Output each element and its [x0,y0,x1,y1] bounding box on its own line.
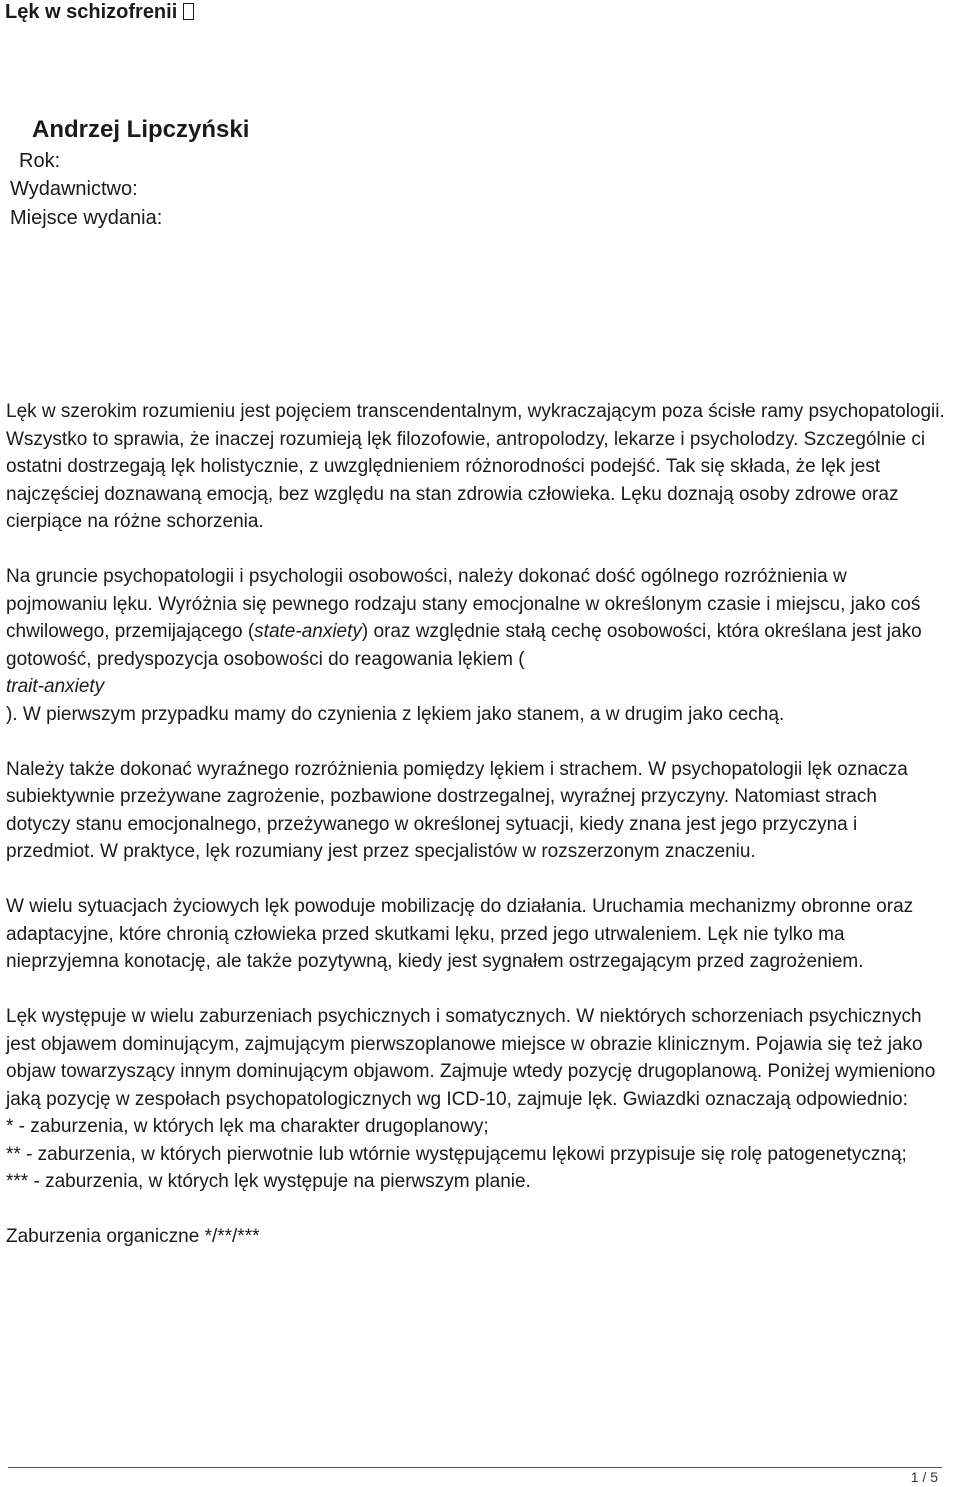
article-body [6,398,946,1278]
paragraph-5: Lęk występuje w wielu zaburzeniach psychicznych i somatycznych. W niektórych schorzeniach psychicznych jest objawem dominującym, zajmującym pierwszoplanowe miejsce w obrazie klinicznym. Pojawia się też jako objaw towarzyszący innym dominującym objawom. Zajmuje wtedy pozycję drugoplanową. Poniżej wymieniono jaką pozycję w zespołach psychopatologicznych wg ICD-10, zajmuje lęk. Gwiazdki oznaczają odpowiednio: [6,1006,936,1110]
legend-item-3: *** - zaburzenia, w których lęk występuje na pierwszym planie. [6,1171,531,1192]
legend-item-1: * - zaburzenia, w których lęk ma charakter drugoplanowy; [6,1116,489,1137]
paragraph-3: Należy także dokonać wyraźnego rozróżnienia pomiędzy lękiem i strachem. W psychopatologii lęk oznacza subiektywnie przeżywane zagrożenie, pozbawione dostrzegalnej, wyraźnej przyczyny. Natomiast strach dotyczy stanu emocjonalnego, przeżywanego w określonej sytuacji, kiedy znana jest jego przyczyna i przedmiot. W praktyce, lęk rozumiany jest przez specjalistów w rozszerzonym znaczeniu. [6,758,908,862]
publisher-label: Wydawnictwo: [10,178,138,200]
paragraph-2-part-b: ) oraz względnie stałą cechę osobowości, która określana jest jako gotowość, predyspozycja osobowości do reagowania lękiem ( [6,621,922,670]
page-title [5,0,194,24]
section-heading: Zaburzenia organiczne */**/*** [6,1226,260,1247]
year-label: Rok: [19,150,61,172]
footer-divider [8,1467,942,1468]
paragraph-4: W wielu sytuacjach życiowych lęk powoduje mobilizację do działania. Uruchamia mechanizmy obronne oraz adaptacyjne, które chronią człowieka przed skutkami lęku, przed jego utrwaleniem. Lęk nie tylko ma nieprzyjemna konotację, ale także pozytywną, kiedy jest sygnałem ostrzegającym przed zagrożeniem. [6,896,914,972]
state-anxiety-term: state-anxiety [254,621,362,642]
page-title-text: Lęk w schizofrenii [5,1,183,23]
trait-anxiety-term: trait-anxiety [6,676,105,697]
legend-item-2: ** - zaburzenia, w których pierwotnie lub wtórnie występującemu lękowi przypisuje się rolę patogenetyczną; [6,1143,907,1165]
paragraph-1: Lęk w szerokim rozumieniu jest pojęciem transcendentalnym, wykraczającym poza ścisłe ramy psychopatologii. Wszystko to sprawia, że inaczej rozumieją lęk filozofowie, antropolodzy, lekarze i psycholodzy. Szczególnie ci ostatni dostrzegają lęk holistycznie, z uwzględnieniem różnorodności podejść. Tak się składa, że lęk jest najczęściej doznawaną emocją, bez względu na stan zdrowia człowieka. Lęku doznają osoby zdrowe oraz cierpiące na różne schorzenia. [6,401,945,532]
page-indicator: 1 / 5 [910,1469,938,1485]
paragraph-2 [6,563,946,728]
place-label: Miejsce wydania: [10,207,163,229]
paragraph-2-part-a: Na gruncie psychopatologii i psychologii osobowości, należy dokonać dość ogólnego rozróżnienia w pojmowaniu lęku. Wyróżnia się pewnego rodzaju stany emocjonalne w określonym czasie i miejscu, jako coś chwilowego, przemijającego ( [6,566,921,642]
box-glyph-icon [183,3,194,20]
author-name: Andrzej Lipczyński [32,116,250,143]
paragraph-2-part-c: ). W pierwszym przypadku mamy do czynienia z lękiem jako stanem, a w drugim jako cechą. [6,703,785,725]
